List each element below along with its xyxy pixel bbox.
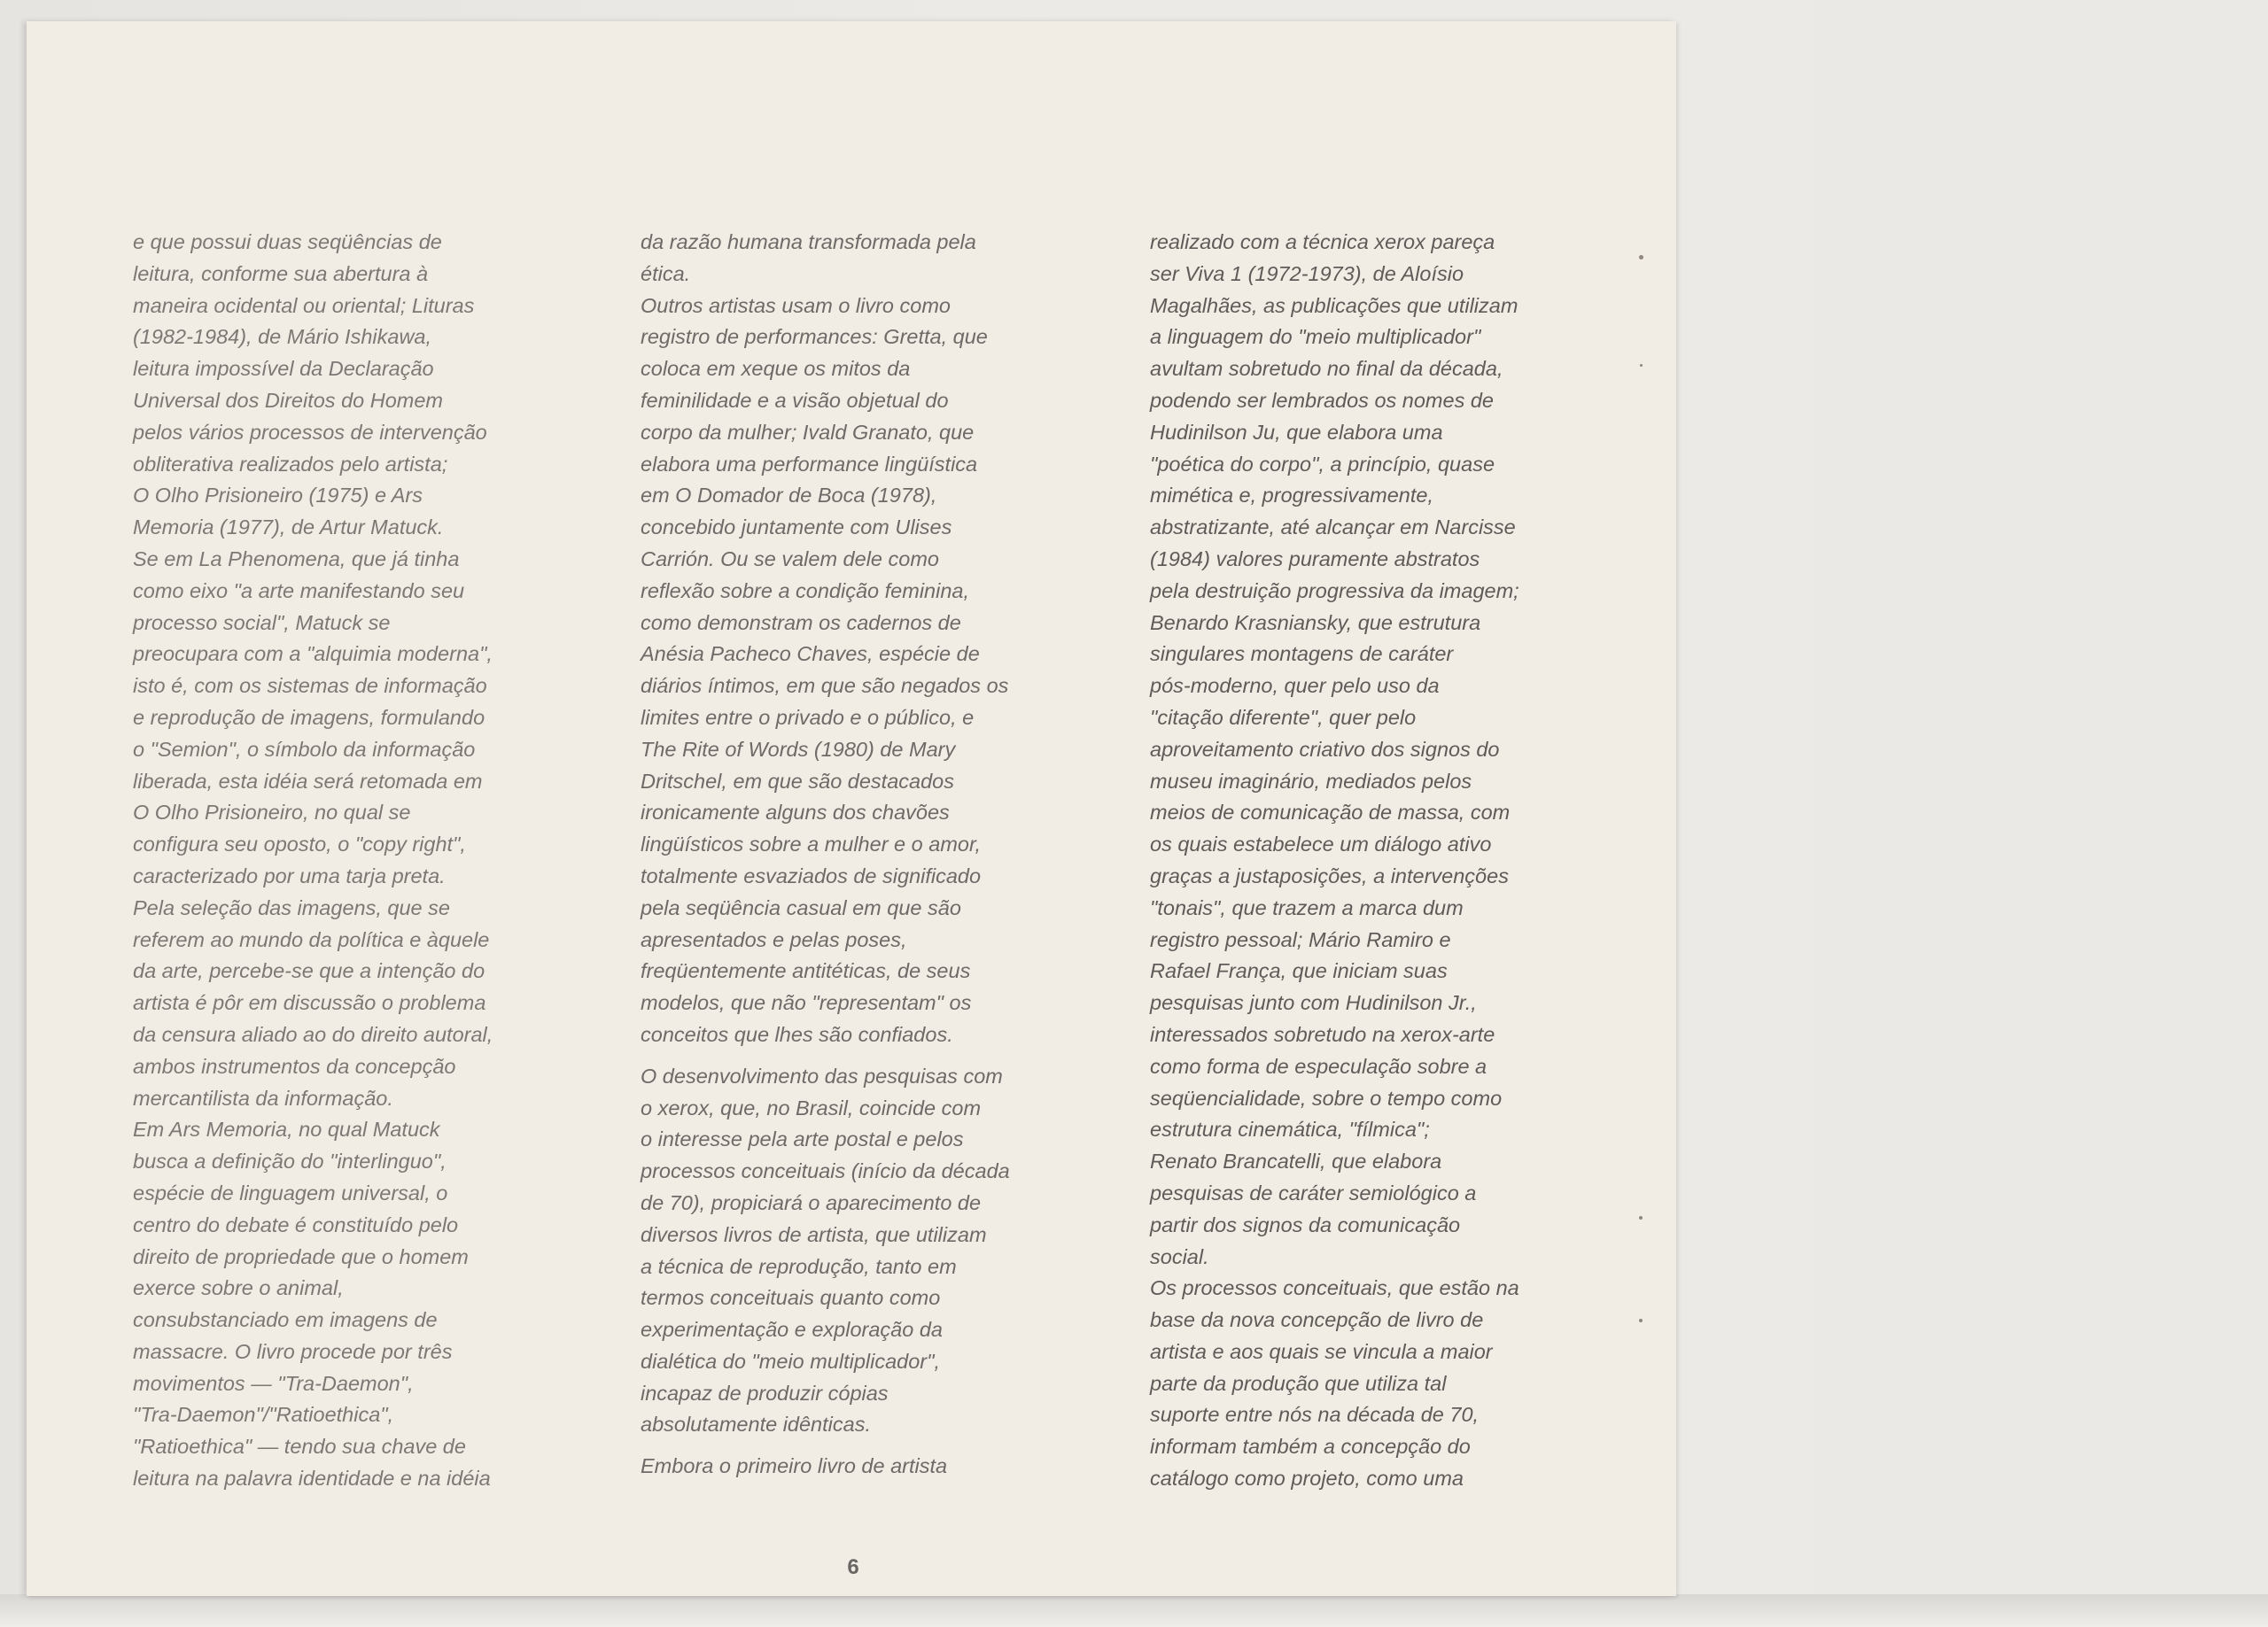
- text-line: estrutura cinemática, "fílmica";: [1150, 1118, 1430, 1142]
- text-line: seqüencialidade, sobre o tempo como: [1150, 1086, 1503, 1110]
- text-line: da razão humana transformada pela: [641, 230, 976, 253]
- text-line: pelos vários processos de intervenção: [133, 420, 487, 444]
- text-line: o xerox, que, no Brasil, coincide com: [641, 1096, 982, 1120]
- text-line: Se em La Phenomena, que já tinha: [133, 546, 460, 570]
- text-line: o interesse pela arte postal e pelos: [641, 1127, 964, 1151]
- text-line: "poética do corpo", a princípio, quase: [1150, 452, 1495, 476]
- text-line: modelos, que não "representam" os: [641, 991, 972, 1015]
- text-line: espécie de linguagem universal, o: [133, 1181, 448, 1205]
- text-line: abstratizante, até alcançar em Narcisse: [1150, 515, 1516, 539]
- text-line: e que possui duas seqüências de: [133, 230, 442, 253]
- text-line: maneira ocidental ou oriental; Lituras: [133, 293, 475, 317]
- text-line: coloca em xeque os mitos da: [641, 357, 911, 381]
- text-line: apresentados e pelas poses,: [641, 927, 907, 951]
- text-line: dialética do "meio multiplicador",: [641, 1349, 941, 1373]
- text-line: pós-moderno, quer pelo uso da: [1150, 674, 1440, 698]
- text-line: absolutamente idênticas.: [641, 1413, 871, 1437]
- text-line: catálogo como projeto, como uma: [1150, 1467, 1464, 1491]
- text-line: consubstanciado em imagens de: [133, 1308, 438, 1332]
- text-line: corpo da mulher; Ivald Granato, que: [641, 420, 975, 444]
- text-line: Hudinilson Ju, que elabora uma: [1150, 420, 1443, 444]
- text-line: massacre. O livro procede por três: [133, 1339, 453, 1363]
- text-line: The Rite of Words (1980) de Mary: [641, 737, 956, 761]
- text-line: Anésia Pacheco Chaves, espécie de: [641, 642, 980, 666]
- text-line: configura seu oposto, o "copy right",: [133, 833, 466, 856]
- text-line: elabora uma performance lingüística: [641, 452, 978, 476]
- text-line: como demonstram os cadernos de: [641, 610, 961, 634]
- text-line: processo social", Matuck se: [133, 610, 391, 634]
- text-line: Renato Brancatelli, que elabora: [1150, 1150, 1442, 1174]
- text-line: totalmente esvaziados de significado: [641, 864, 982, 887]
- text-line: "Ratioethica" — tendo sua chave de: [133, 1435, 466, 1459]
- text-line: avultam sobretudo no final da década,: [1150, 357, 1503, 381]
- text-line: termos conceituais quanto como: [641, 1286, 941, 1310]
- text-line: "tonais", que trazem a marca dum: [1150, 895, 1464, 919]
- text-line: exerce sobre o animal,: [133, 1276, 344, 1300]
- text-line: como eixo "a arte manifestando seu: [133, 578, 465, 602]
- text-line: registro pessoal; Mário Ramiro e: [1150, 927, 1451, 951]
- text-line: leitura na palavra identidade e na idéia: [133, 1467, 491, 1491]
- text-line: limites entre o privado e o público, e: [641, 705, 975, 729]
- text-line: aproveitamento criativo dos signos do: [1150, 737, 1500, 761]
- text-line: registro de performances: Gretta, que: [641, 325, 988, 349]
- text-column-left: [133, 227, 576, 1495]
- paragraph-gap: [641, 1441, 1084, 1451]
- text-line: incapaz de produzir cópias: [641, 1381, 889, 1405]
- text-line: graças a justaposições, a intervenções: [1150, 864, 1509, 887]
- text-line: mimética e, progressivamente,: [1150, 484, 1433, 507]
- text-line: processos conceituais (início da década: [641, 1159, 1010, 1183]
- text-line: liberada, esta idéia será retomada em: [133, 769, 483, 793]
- text-line: conceitos que lhes são confiados.: [641, 1022, 953, 1046]
- text-line: em O Domador de Boca (1978),: [641, 484, 937, 507]
- text-line: e reprodução de imagens, formulando: [133, 705, 485, 729]
- paper-speck: [1639, 1319, 1643, 1322]
- text-line: concebido juntamente com Ulises: [641, 515, 952, 539]
- text-line: obliterativa realizados pelo artista;: [133, 452, 448, 476]
- text-line: ironicamente alguns dos chavões: [641, 801, 950, 825]
- text-line: diversos livros de artista, que utilizam: [641, 1222, 987, 1246]
- document-page: [27, 21, 1676, 1596]
- text-line: da censura aliado ao do direito autoral,: [133, 1022, 493, 1046]
- text-line: diários íntimos, em que são negados os: [641, 674, 1009, 698]
- text-line: direito de propriedade que o homem: [133, 1244, 469, 1268]
- text-line: pela seqüência casual em que são: [641, 895, 961, 919]
- text-line: podendo ser lembrados os nomes de: [1150, 388, 1494, 412]
- text-line: base da nova concepção de livro de: [1150, 1308, 1484, 1332]
- text-line: interessados sobretudo na xerox-arte: [1150, 1022, 1495, 1046]
- text-line: Universal dos Direitos do Homem: [133, 388, 444, 412]
- paragraph: [641, 1061, 1084, 1442]
- text-line: Pela seleção das imagens, que se: [133, 895, 450, 919]
- paragraph: [641, 1451, 1084, 1483]
- paper-speck: [1639, 255, 1643, 260]
- text-line: ambos instrumentos da concepção: [133, 1054, 456, 1078]
- text-line: ética.: [641, 261, 691, 285]
- text-line: partir dos signos da comunicação: [1150, 1213, 1461, 1236]
- text-line: social.: [1150, 1244, 1209, 1268]
- text-line: Benardo Krasniansky, que estrutura: [1150, 610, 1481, 634]
- text-column-middle: [641, 227, 1084, 1483]
- text-line: "citação diferente", quer pelo: [1150, 705, 1417, 729]
- text-line: de 70), propiciará o aparecimento de: [641, 1190, 982, 1214]
- text-line: a linguagem do "meio multiplicador": [1150, 325, 1481, 349]
- text-line: Memoria (1977), de Artur Matuck.: [133, 515, 444, 539]
- text-line: Outros artistas usam o livro como: [641, 293, 951, 317]
- text-line: pesquisas de caráter semiológico a: [1150, 1181, 1477, 1205]
- text-line: artista é pôr em discussão o problema: [133, 991, 486, 1015]
- text-line: busca a definição do "interlinguo",: [133, 1150, 447, 1174]
- text-line: museu imaginário, mediados pelos: [1150, 769, 1472, 793]
- text-line: O Olho Prisioneiro, no qual se: [133, 801, 411, 825]
- text-line: leitura, conforme sua abertura à: [133, 261, 429, 285]
- text-line: realizado com a técnica xerox pareça: [1150, 230, 1495, 253]
- page-number: 6: [847, 1555, 859, 1579]
- text-line: Carrión. Ou se valem dele como: [641, 546, 939, 570]
- text-line: suporte entre nós na década de 70,: [1150, 1403, 1480, 1427]
- text-line: movimentos — "Tra-Daemon",: [133, 1371, 414, 1395]
- text-line: O Olho Prisioneiro (1975) e Ars: [133, 484, 423, 507]
- text-line: Embora o primeiro livro de artista: [641, 1454, 948, 1478]
- text-line: experimentação e exploração da: [641, 1318, 943, 1342]
- text-line: referem ao mundo da política e àquele: [133, 927, 490, 951]
- paragraph-gap: [641, 1051, 1084, 1061]
- text-line: os quais estabelece um diálogo ativo: [1150, 833, 1492, 856]
- text-line: mercantilista da informação.: [133, 1086, 393, 1110]
- text-line: da arte, percebe-se que a intenção do: [133, 959, 485, 983]
- text-line: lingüísticos sobre a mulher e o amor,: [641, 833, 982, 856]
- text-line: a técnica de reprodução, tanto em: [641, 1254, 957, 1278]
- text-line: feminilidade e a visão objetual do: [641, 388, 949, 412]
- text-line: Em Ars Memoria, no qual Matuck: [133, 1118, 440, 1142]
- text-line: artista e aos quais se vincula a maior: [1150, 1339, 1493, 1363]
- paper-speck: [1639, 1216, 1643, 1220]
- table-edge: [0, 1594, 2268, 1627]
- text-line: Rafael França, que iniciam suas: [1150, 959, 1448, 983]
- text-line: como forma de especulação sobre a: [1150, 1054, 1487, 1078]
- text-line: O desenvolvimento das pesquisas com: [641, 1064, 1003, 1088]
- text-line: (1982-1984), de Mário Ishikawa,: [133, 325, 432, 349]
- paper-speck: [1640, 364, 1643, 367]
- text-line: Os processos conceituais, que estão na: [1150, 1276, 1519, 1300]
- text-column-right: [1150, 227, 1593, 1495]
- paragraph: [641, 227, 1084, 1051]
- text-line: pela destruição progressiva da imagem;: [1150, 578, 1519, 602]
- text-line: informam também a concepção do: [1150, 1435, 1471, 1459]
- text-line: "Tra-Daemon"/"Ratioethica",: [133, 1403, 394, 1427]
- text-line: leitura impossível da Declaração: [133, 357, 434, 381]
- text-line: reflexão sobre a condição feminina,: [641, 578, 969, 602]
- text-line: Magalhães, as publicações que utilizam: [1150, 293, 1518, 317]
- text-line: pesquisas junto com Hudinilson Jr.,: [1150, 991, 1477, 1015]
- text-line: Dritschel, em que são destacados: [641, 769, 954, 793]
- text-line: centro do debate é constituído pelo: [133, 1213, 459, 1236]
- text-line: meios de comunicação de massa, com: [1150, 801, 1511, 825]
- text-line: (1984) valores puramente abstratos: [1150, 546, 1480, 570]
- text-line: caracterizado por uma tarja preta.: [133, 864, 446, 887]
- text-line: preocupara com a "alquimia moderna",: [133, 642, 493, 666]
- text-line: isto é, com os sistemas de informação: [133, 674, 487, 698]
- text-line: parte da produção que utiliza tal: [1150, 1371, 1447, 1395]
- text-line: singulares montagens de caráter: [1150, 642, 1454, 666]
- text-line: o "Semion", o símbolo da informação: [133, 737, 476, 761]
- text-line: ser Viva 1 (1972-1973), de Aloísio: [1150, 261, 1464, 285]
- text-line: freqüentemente antitéticas, de seus: [641, 959, 971, 983]
